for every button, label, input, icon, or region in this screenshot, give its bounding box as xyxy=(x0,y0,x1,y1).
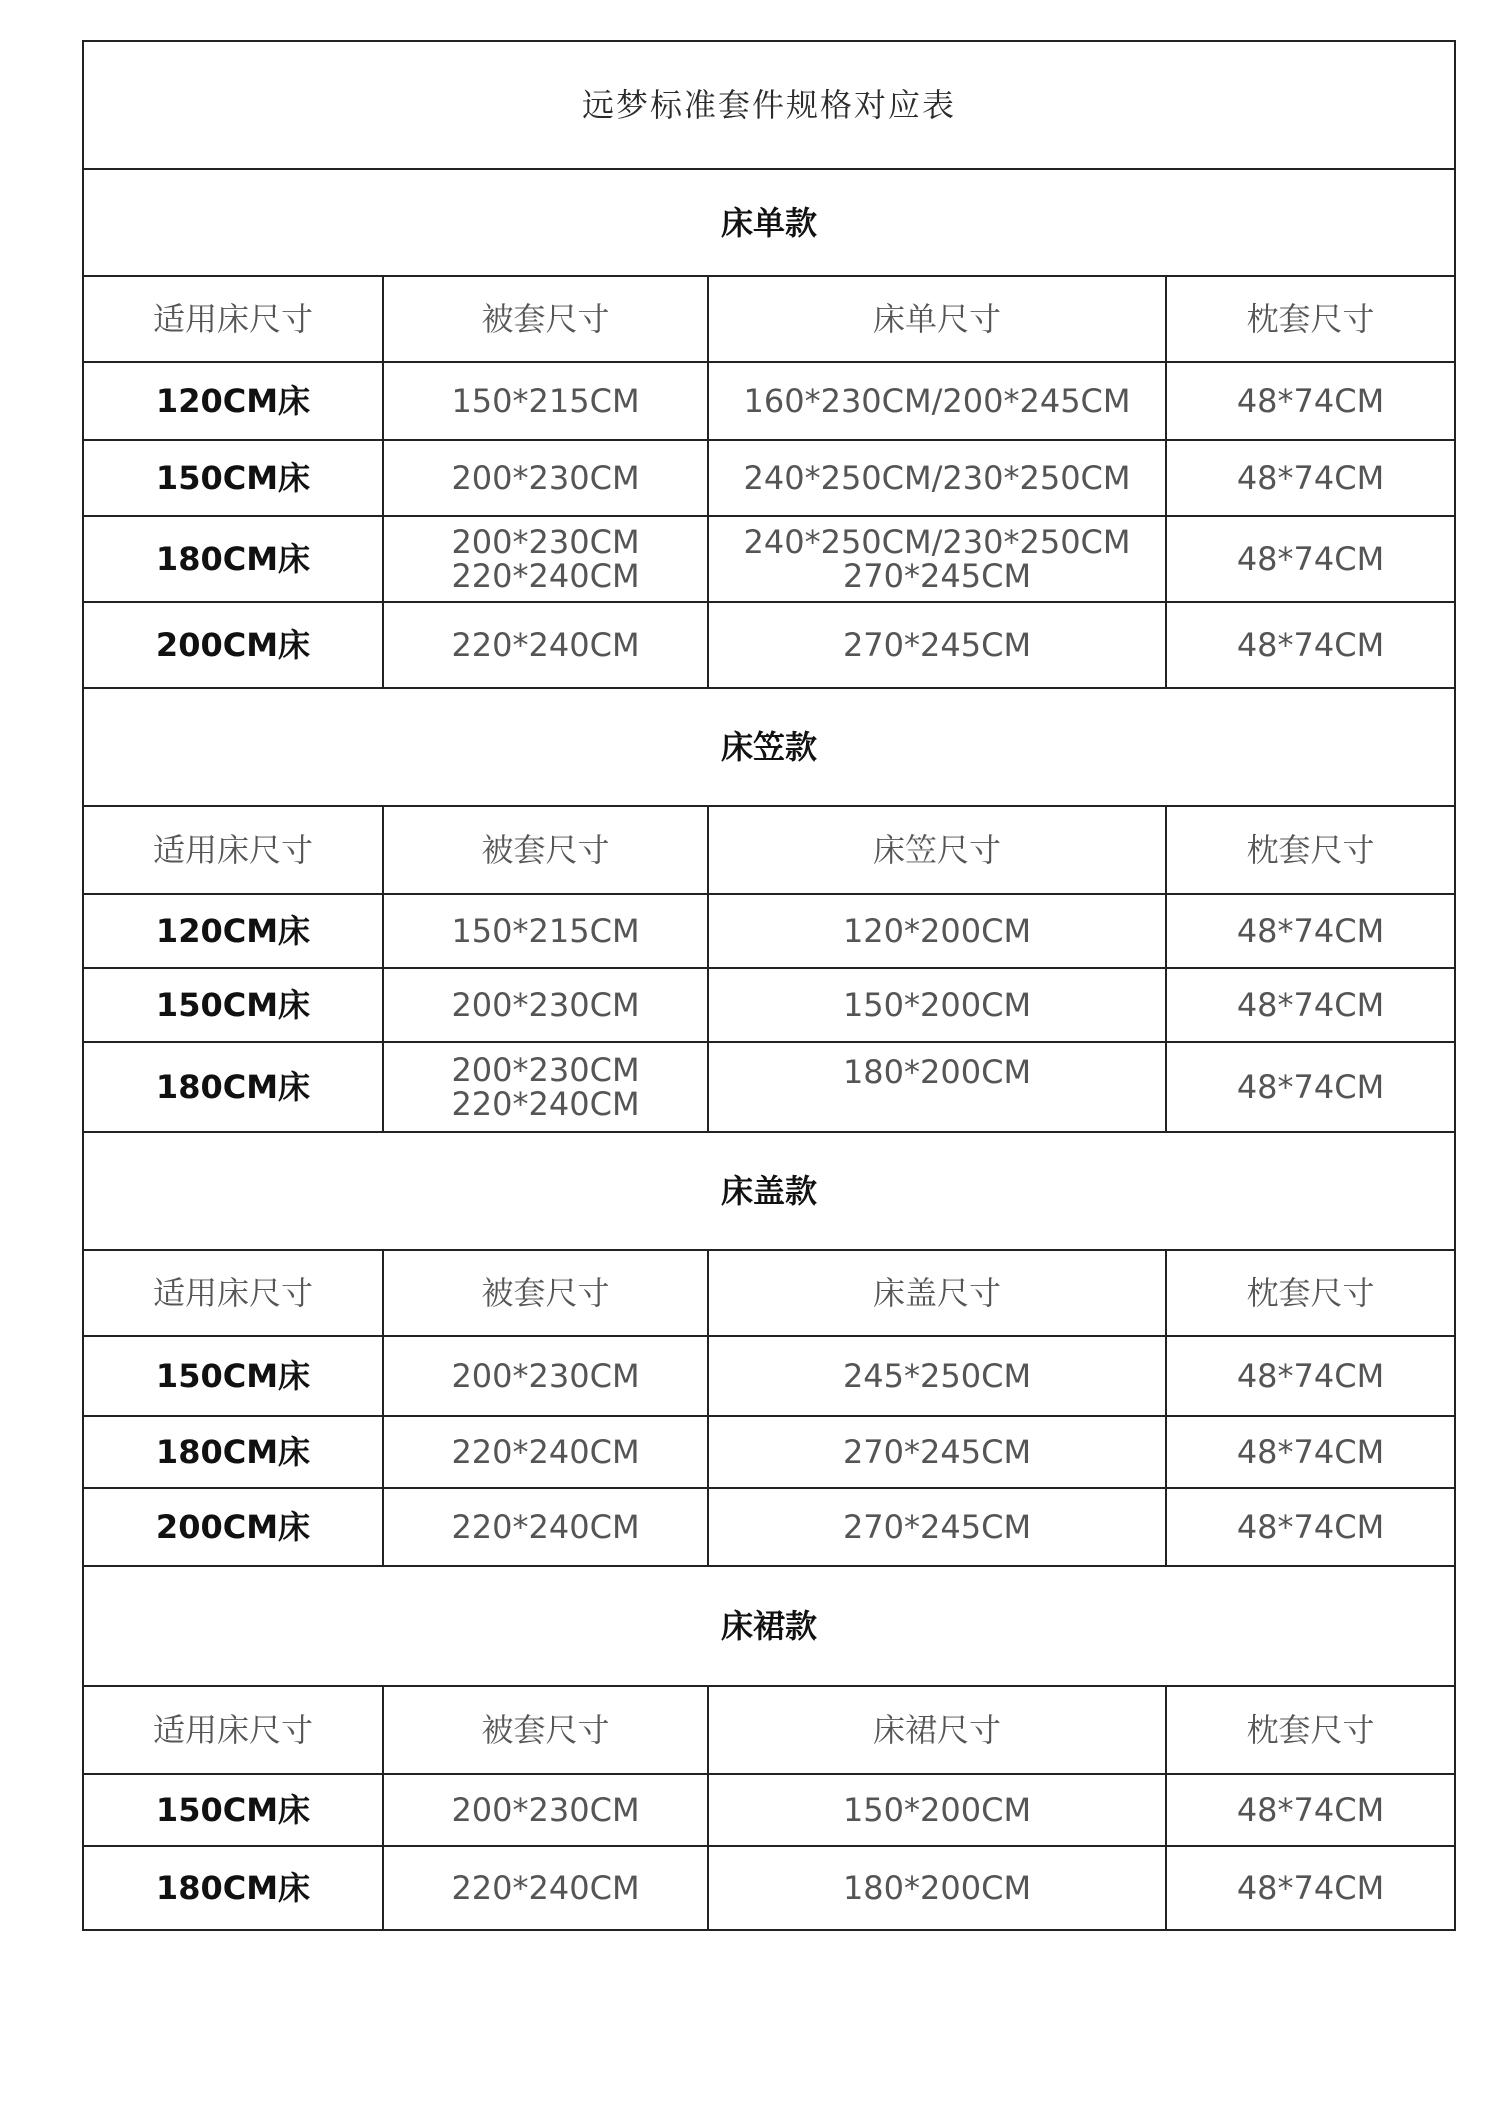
column-header-row xyxy=(83,1250,1455,1336)
duvet-size-cell xyxy=(383,1042,708,1132)
third-size-value: 245*250CM xyxy=(842,1357,1032,1395)
bed-size-cell: 150CM床 xyxy=(83,968,383,1042)
third-size-cell xyxy=(708,516,1166,602)
pillow-size-cell: 48*74CM xyxy=(1166,1846,1455,1930)
col-header-bed: 适用床尺寸 xyxy=(83,1686,383,1774)
duvet-size-cell xyxy=(383,1336,708,1416)
duvet-size-value: 220*240CM xyxy=(451,626,640,664)
duvet-size-cell xyxy=(383,602,708,688)
pillow-size-cell: 48*74CM xyxy=(1166,362,1455,440)
third-size-cell xyxy=(708,1042,1166,1132)
pillow-size-cell: 48*74CM xyxy=(1166,1416,1455,1488)
duvet-size-value: 200*230CM xyxy=(451,1357,640,1395)
duvet-size-cell xyxy=(383,894,708,968)
col-header-bed: 适用床尺寸 xyxy=(83,1250,383,1336)
section-title: 床笠款 xyxy=(83,688,1455,806)
col-header-duvet: 被套尺寸 xyxy=(383,806,708,894)
bed-size-cell: 180CM床 xyxy=(83,516,383,602)
duvet-size-value: 200*230CM xyxy=(451,1051,640,1089)
col-header-bed: 适用床尺寸 xyxy=(83,806,383,894)
bed-size-cell: 150CM床 xyxy=(83,1774,383,1846)
duvet-size-cell xyxy=(383,968,708,1042)
bed-size-cell: 180CM床 xyxy=(83,1416,383,1488)
third-size-cell xyxy=(708,1416,1166,1488)
table-row xyxy=(83,1488,1455,1566)
pillow-size-cell: 48*74CM xyxy=(1166,1336,1455,1416)
col-header-pillow: 枕套尺寸 xyxy=(1166,276,1455,362)
duvet-size-value: 220*240CM xyxy=(451,1508,640,1546)
pillow-size-cell: 48*74CM xyxy=(1166,516,1455,602)
duvet-size-cell xyxy=(383,1416,708,1488)
section-title: 床裙款 xyxy=(83,1566,1455,1686)
section-header-row xyxy=(83,1132,1455,1250)
third-size-value: 160*230CM/200*245CM xyxy=(743,382,1131,420)
table-row xyxy=(83,894,1455,968)
third-size-value: 270*245CM xyxy=(842,557,1032,595)
column-header-row xyxy=(83,806,1455,894)
duvet-size-cell xyxy=(383,1488,708,1566)
third-size-value: 270*245CM xyxy=(842,626,1032,664)
column-header-row xyxy=(83,1686,1455,1774)
third-size-cell xyxy=(708,362,1166,440)
pillow-size-cell: 48*74CM xyxy=(1166,1042,1455,1132)
bed-size-cell: 120CM床 xyxy=(83,362,383,440)
third-size-cell xyxy=(708,1336,1166,1416)
duvet-size-value: 150*215CM xyxy=(451,382,640,420)
table-row xyxy=(83,516,1455,602)
duvet-size-value: 200*230CM xyxy=(451,459,640,497)
column-header-row xyxy=(83,276,1455,362)
pillow-size-cell: 48*74CM xyxy=(1166,440,1455,516)
section-header-row xyxy=(83,1566,1455,1686)
duvet-size-cell xyxy=(383,362,708,440)
third-size-value: 270*245CM xyxy=(842,1433,1032,1471)
section-title: 床盖款 xyxy=(83,1132,1455,1250)
third-size-value: 270*245CM xyxy=(842,1508,1032,1546)
table-row xyxy=(83,1042,1455,1132)
table-row xyxy=(83,1774,1455,1846)
duvet-size-value: 220*240CM xyxy=(451,1433,640,1471)
third-size-value: 180*200CM xyxy=(842,1869,1032,1907)
section-title: 床单款 xyxy=(83,169,1455,276)
third-size-cell xyxy=(708,968,1166,1042)
third-size-value: 240*250CM/230*250CM xyxy=(743,523,1131,561)
table-row xyxy=(83,602,1455,688)
pillow-size-cell: 48*74CM xyxy=(1166,968,1455,1042)
pillow-size-cell: 48*74CM xyxy=(1166,602,1455,688)
third-size-cell xyxy=(708,1488,1166,1566)
col-header-pillow: 枕套尺寸 xyxy=(1166,1250,1455,1336)
spec-sheet xyxy=(82,40,1454,1931)
table-row xyxy=(83,362,1455,440)
duvet-size-cell xyxy=(383,1846,708,1930)
third-size-cell xyxy=(708,1846,1166,1930)
duvet-size-value: 220*240CM xyxy=(451,1085,640,1123)
duvet-size-value: 220*240CM xyxy=(451,1869,640,1907)
third-size-cell xyxy=(708,440,1166,516)
duvet-size-value: 150*215CM xyxy=(451,912,640,950)
duvet-size-cell xyxy=(383,516,708,602)
third-size-value: 150*200CM xyxy=(842,986,1032,1024)
section-header-row xyxy=(83,169,1455,276)
col-header-third: 床盖尺寸 xyxy=(708,1250,1166,1336)
table-row xyxy=(83,968,1455,1042)
page-title: 远梦标准套件规格对应表 xyxy=(83,41,1455,169)
third-size-value: 120*200CM xyxy=(842,912,1032,950)
col-header-third: 床裙尺寸 xyxy=(708,1686,1166,1774)
table-row xyxy=(83,1846,1455,1930)
duvet-size-value: 200*230CM xyxy=(451,986,640,1024)
col-header-third: 床单尺寸 xyxy=(708,276,1166,362)
third-size-value: 180*200CM xyxy=(842,1053,1032,1091)
bed-size-cell: 200CM床 xyxy=(83,1488,383,1566)
pillow-size-cell: 48*74CM xyxy=(1166,1488,1455,1566)
duvet-size-value: 200*230CM xyxy=(451,1791,640,1829)
col-header-duvet: 被套尺寸 xyxy=(383,1250,708,1336)
bed-size-cell: 180CM床 xyxy=(83,1042,383,1132)
title-row xyxy=(83,41,1455,169)
spec-table xyxy=(82,40,1456,1931)
third-size-cell xyxy=(708,894,1166,968)
table-row xyxy=(83,1336,1455,1416)
duvet-size-value: 200*230CM xyxy=(451,523,640,561)
table-row xyxy=(83,440,1455,516)
duvet-size-cell xyxy=(383,1774,708,1846)
bed-size-cell: 180CM床 xyxy=(83,1846,383,1930)
duvet-size-cell xyxy=(383,440,708,516)
pillow-size-cell: 48*74CM xyxy=(1166,894,1455,968)
duvet-size-value: 220*240CM xyxy=(451,557,640,595)
bed-size-cell: 120CM床 xyxy=(83,894,383,968)
col-header-bed: 适用床尺寸 xyxy=(83,276,383,362)
section-header-row xyxy=(83,688,1455,806)
col-header-third: 床笠尺寸 xyxy=(708,806,1166,894)
col-header-duvet: 被套尺寸 xyxy=(383,1686,708,1774)
bed-size-cell: 150CM床 xyxy=(83,440,383,516)
third-size-cell xyxy=(708,602,1166,688)
col-header-pillow: 枕套尺寸 xyxy=(1166,806,1455,894)
col-header-duvet: 被套尺寸 xyxy=(383,276,708,362)
third-size-cell xyxy=(708,1774,1166,1846)
third-size-value: 150*200CM xyxy=(842,1791,1032,1829)
col-header-pillow: 枕套尺寸 xyxy=(1166,1686,1455,1774)
pillow-size-cell: 48*74CM xyxy=(1166,1774,1455,1846)
third-size-value: 240*250CM/230*250CM xyxy=(743,459,1131,497)
bed-size-cell: 200CM床 xyxy=(83,602,383,688)
table-row xyxy=(83,1416,1455,1488)
bed-size-cell: 150CM床 xyxy=(83,1336,383,1416)
